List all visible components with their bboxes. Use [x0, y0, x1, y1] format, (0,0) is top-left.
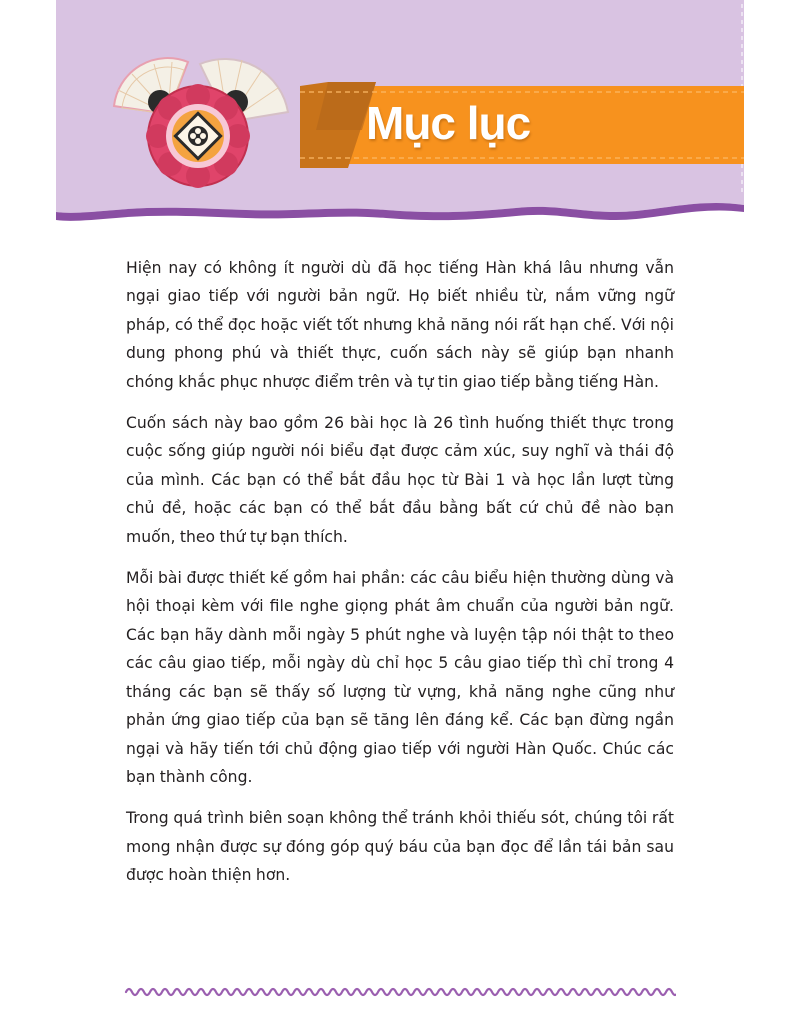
bottom-wave-divider [124, 984, 676, 1000]
paragraph: Mỗi bài được thiết kế gồm hai phần: các câu biểu hiện thường dùng và hội thoại kèm với file nghe giọng phát âm chuẩn của người bản ngữ. Các bạn hãy dành mỗi ngày 5 phút nghe và luyện tập nói thật to theo các câu giao tiếp, mỗi ngày dù chỉ học 5 câu giao tiếp thì chỉ trong 4 tháng các bạn sẽ thấy số lượng từ vựng, khả năng nghe cũng như phản ứng giao tiếp của bạn sẽ tăng lên đáng kể. Các bạn đừng ngần ngại và hãy tiến tới chủ động giao tiếp với người Hàn Quốc. Chúc các bạn thành công. [126, 569, 674, 786]
intro-text [126, 254, 674, 903]
korean-fans-emblem-icon [112, 52, 290, 194]
paragraph: Trong quá trình biên soạn không thể tránh khỏi thiếu sót, chúng tôi rất mong nhận được sự đóng góp quý báu của bạn đọc để lần tái bản sau được hoàn thiện hơn. [126, 809, 674, 885]
paragraph: Cuốn sách này bao gồm 26 bài học là 26 tình huống thiết thực trong cuộc sống giúp người nói biểu đạt được cảm xúc, suy nghĩ và thái độ của mình. Các bạn có thể bắt đầu học từ Bài 1 và học lần lượt từng chủ đề, hoặc các bạn có thể bắt đầu bằng bất cứ chủ đề nào bạn muốn, theo thứ tự bạn thích. [126, 414, 674, 546]
paragraph: Hiện nay có không ít người dù đã học tiếng Hàn khá lâu nhưng vẫn ngại giao tiếp với người bản ngữ. Họ biết nhiều từ, nắm vững ngữ pháp, có thể đọc hoặc viết tốt nhưng khả năng nói rất hạn chế. Với nội dung phong phú và thiết thực, cuốn sách này sẽ giúp bạn nhanh chóng khắc phục nhược điểm trên và tự tin giao tiếp bằng tiếng Hàn. [126, 259, 674, 391]
page-title: Mục lục [366, 97, 531, 149]
